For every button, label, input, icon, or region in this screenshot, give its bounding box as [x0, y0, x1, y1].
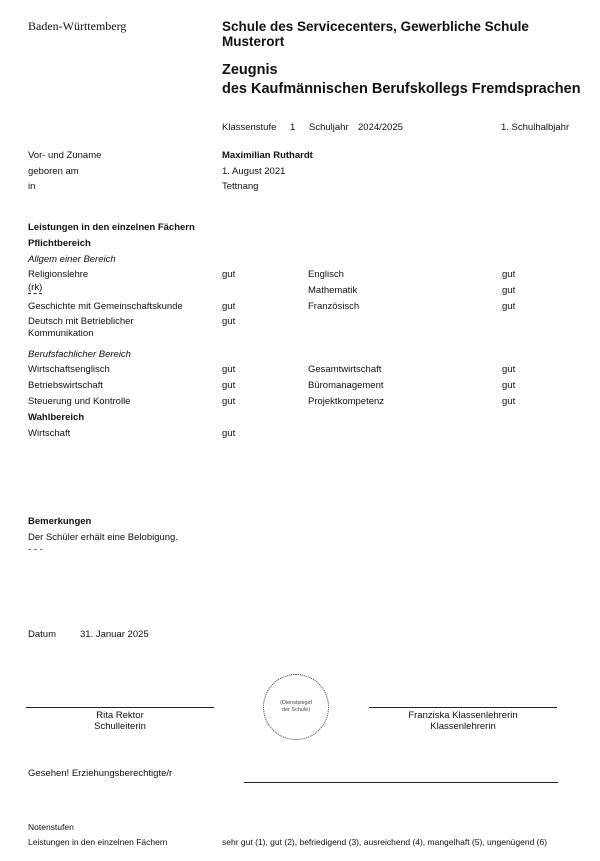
subject-grade: gut: [222, 364, 236, 375]
state-name: Baden-Württemberg: [28, 19, 127, 33]
subject-name: Mathematik: [308, 285, 358, 296]
subject-grade: gut: [502, 269, 516, 280]
teacher-role: Klassenlehrerin: [430, 721, 496, 732]
principal-signature-line: [26, 707, 214, 708]
subject-grade: gut: [502, 396, 516, 407]
subject-name: Wirtschaft: [28, 428, 71, 439]
religion-denomination: (rk): [28, 282, 43, 293]
subject-grade: gut: [222, 316, 236, 327]
legend-scale: sehr gut (1), gut (2), befriedigend (3), ausreichend (4), mangelhaft (5), ungenügend (6): [222, 837, 548, 847]
subject-grade: gut: [222, 269, 236, 280]
official-seal: [263, 674, 329, 740]
name-value: Maximilian Ruthardt: [222, 150, 313, 161]
subject-name: Betriebswirtschaft: [28, 380, 103, 391]
subject-name: Deutsch mit Betrieblicher Kommunikation: [28, 316, 134, 339]
subject-grade: gut: [222, 396, 236, 407]
principal-name: Rita Rektor: [96, 710, 144, 721]
title-line2: des Kaufmännischen Berufskollegs Fremdsprachen: [222, 81, 581, 97]
subject-name: Projektkompetenz: [308, 396, 385, 407]
year-label: Schuljahr: [309, 122, 349, 133]
year-value: 2024/2025: [358, 122, 403, 133]
subject-name: Steuerung und Kontrolle: [28, 396, 131, 407]
subject-grade: gut: [502, 364, 516, 375]
subject-name: Religionslehre: [28, 269, 89, 280]
seal-text-line2: der Schule): [281, 707, 311, 713]
subject-name: Geschichte mit Gemeinschaftskunde: [28, 301, 183, 312]
pflicht-heading: Pflichtbereich: [28, 238, 91, 249]
allgemein-heading: Allgem einer Bereich: [28, 254, 116, 265]
subject-name: Gesamtwirtschaft: [308, 364, 382, 375]
subject-grade: gut: [222, 301, 236, 312]
subject-name: Englisch: [308, 269, 344, 280]
school-name-line2: Musterort: [222, 34, 285, 49]
school-name: [222, 19, 582, 49]
class-value: 1: [290, 122, 296, 133]
legend-heading: Notenstufen: [28, 822, 74, 832]
remarks-filler: - - -: [28, 544, 43, 555]
beruf-heading: Berufsfachlicher Bereich: [28, 349, 131, 360]
born-value: 1. August 2021: [222, 166, 286, 177]
subject-grade: gut: [502, 285, 516, 296]
seal-text-line1: (Dienstsiegel: [280, 700, 312, 706]
place-value: Tettnang: [222, 181, 259, 192]
principal-role: Schulleiterin: [94, 721, 146, 732]
legend-label: Leistungen in den einzelnen Fächern: [28, 837, 168, 847]
place-label: in: [28, 181, 36, 192]
subject-grade: gut: [222, 428, 236, 439]
teacher-name: Franziska Klassenlehrerin: [408, 710, 518, 721]
remarks-text: Der Schüler erhält eine Belobigung.: [28, 532, 178, 543]
half-year: 1. Schulhalbjahr: [501, 122, 570, 133]
subject-grade: gut: [222, 380, 236, 391]
guardian-signature-line: [244, 782, 558, 783]
guardian-label: Gesehen! Erziehungsberechtigte/r: [28, 768, 173, 779]
remarks-heading: Bemerkungen: [28, 516, 92, 527]
school-name-line1: Schule des Servicecenters, Gewerbliche Schule: [222, 19, 529, 34]
teacher-signature-line: [369, 707, 557, 708]
grades-heading: Leistungen in den einzelnen Fächern: [28, 222, 195, 233]
born-label: geboren am: [28, 166, 79, 177]
date-label: Datum: [28, 629, 56, 640]
wahl-heading: Wahlbereich: [28, 412, 85, 423]
class-label: Klassenstufe: [222, 122, 277, 133]
date-value: 31. Januar 2025: [80, 629, 149, 640]
name-label: Vor- und Zuname: [28, 150, 102, 161]
document-title: [222, 61, 592, 99]
subject-grade: gut: [502, 301, 516, 312]
subject-name: Wirtschaftsenglisch: [28, 364, 110, 375]
subject-grade: gut: [502, 380, 516, 391]
subject-name: Büromanagement: [308, 380, 384, 391]
title-line1: Zeugnis: [222, 62, 278, 78]
subject-name: Französisch: [308, 301, 360, 312]
